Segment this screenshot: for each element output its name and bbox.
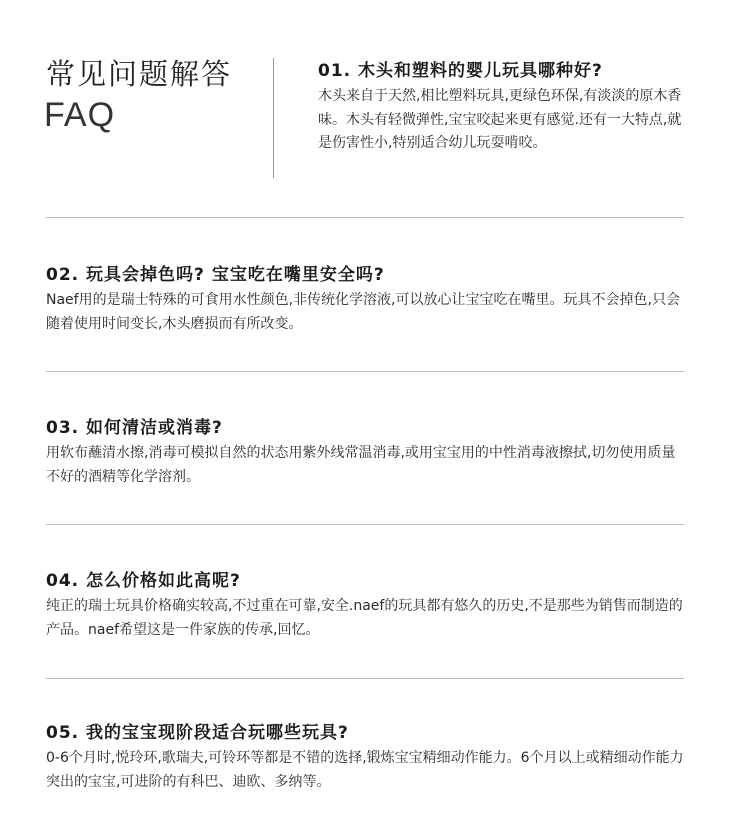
faq-answer-3: 用软布蘸清水擦,消毒可模拟自然的状态用紫外线常温消毒,或用宝宝用的中性消毒液擦拭,切勿使用质量不好的酒精等化学溶剂。 — [46, 445, 676, 485]
faq-answer-4: 纯正的瑞士玩具价格确实较高,不过重在可靠,安全.naef的玩具都有悠久的历史,不是那些为销售而制造的产品。naef希望这是一件家族的传承,回忆。 — [46, 598, 683, 638]
faq-question-4: 04. 怎么价格如此高呢? — [46, 571, 241, 591]
vertical-divider — [273, 58, 274, 178]
faq-item-2 — [46, 260, 686, 336]
divider-line — [46, 371, 684, 372]
divider-line — [46, 678, 684, 679]
divider-line — [46, 524, 684, 525]
faq-answer-2: Naef用的是瑞士特殊的可食用水性颜色,非传统化学溶液,可以放心让宝宝吃在嘴里。玩具不会掉色,只会随着使用时间变长,木头磨损而有所改变。 — [46, 292, 680, 332]
faq-answer-1: 木头来自于天然,相比塑料玩具,更绿色环保,有淡淡的原木香味。木头有轻微弹性,宝宝咬起来更有感觉.还有一大特点,就是伤害性小,特别适合幼儿玩耍啃咬。 — [318, 88, 682, 151]
faq-question-1: 01. 木头和塑料的婴儿玩具哪种好? — [318, 61, 603, 81]
faq-header — [0, 0, 730, 200]
faq-item-3 — [46, 413, 686, 489]
faq-item-5 — [46, 718, 686, 794]
faq-answer-5: 0-6个月时,悦玲环,歌瑞夫,可铃环等都是不错的选择,锻炼宝宝精细动作能力。6个月以上或精细动作能力突出的宝宝,可进阶的有科巴、迪欧、多纳等。 — [46, 750, 684, 790]
page-subtitle: FAQ — [44, 96, 116, 134]
page-title: 常见问题解答 — [46, 57, 233, 91]
faq-item-4 — [46, 566, 686, 642]
faq-item-1 — [318, 56, 688, 156]
faq-question-2: 02. 玩具会掉色吗? 宝宝吃在嘴里安全吗? — [46, 265, 385, 285]
divider-line — [46, 217, 684, 218]
faq-question-5: 05. 我的宝宝现阶段适合玩哪些玩具? — [46, 723, 349, 743]
faq-question-3: 03. 如何清洁或消毒? — [46, 418, 223, 438]
